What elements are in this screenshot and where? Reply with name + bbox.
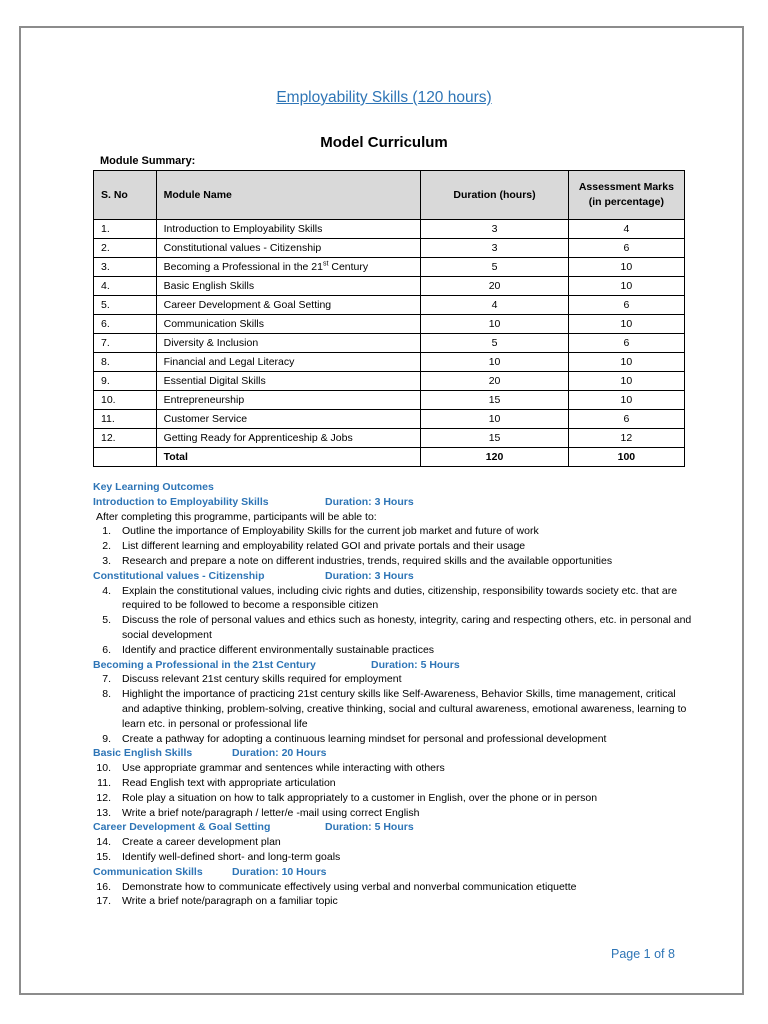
item-text: Create a career development plan — [122, 836, 281, 849]
document-subtitle: Model Curriculum — [320, 134, 448, 151]
item-text: Highlight the importance of practicing 21st century skills like Self-Awareness, Behavior Skills, time management, critical and adaptive thinking, problem-solving, creative thinking, social and cultural awareness, emotional awareness, learning to learn etc. in personal or professional life — [122, 688, 687, 730]
total-duration: 120 — [421, 448, 568, 467]
table-row — [94, 258, 685, 277]
item-number: 2. — [102, 540, 111, 553]
outcome-section-header — [93, 658, 693, 673]
table-row — [94, 239, 685, 258]
cell-module-name: Introduction to Employability Skills — [156, 220, 421, 239]
table-row — [94, 315, 685, 334]
item-text: Demonstrate how to communicate effectively using verbal and nonverbal communication etiquette — [122, 880, 577, 893]
section-duration: Duration: 5 Hours — [371, 658, 460, 671]
cell-module-name: Basic English Skills — [156, 277, 421, 296]
ordinal-superscript: st — [322, 260, 329, 268]
item-text: Read English text with appropriate articulation — [122, 776, 336, 789]
section-duration: Duration: 10 Hours — [232, 865, 327, 878]
item-number: 10. — [96, 762, 111, 775]
cell-module-name: Getting Ready for Apprenticeship & Jobs — [156, 429, 421, 448]
cell-marks: 6 — [568, 239, 684, 258]
header-duration: Duration (hours) — [421, 171, 568, 220]
item-number: 15. — [96, 850, 111, 863]
cell-duration: 3 — [421, 220, 568, 239]
cell-marks: 10 — [568, 315, 684, 334]
list-item — [93, 894, 693, 909]
cell-marks: 4 — [568, 220, 684, 239]
cell-sno: 10. — [94, 391, 157, 410]
outcome-section-header — [93, 865, 693, 880]
document-title: Employability Skills (120 hours) — [276, 89, 492, 106]
section-duration: Duration: 20 Hours — [232, 747, 327, 760]
module-name-part: Century — [328, 261, 369, 273]
cell-duration: 20 — [421, 277, 568, 296]
section-title: Introduction to Employability Skills — [93, 495, 269, 508]
item-number: 13. — [96, 806, 111, 819]
cell-duration: 5 — [421, 258, 568, 277]
item-number: 11. — [97, 776, 111, 789]
outcome-section-header — [93, 495, 693, 510]
list-item — [93, 732, 693, 747]
cell-sno: 2. — [94, 239, 157, 258]
item-number: 3. — [102, 554, 111, 567]
item-number: 7. — [102, 673, 111, 686]
table-row — [94, 410, 685, 429]
total-sno — [94, 448, 157, 467]
section-duration: Duration: 3 Hours — [325, 569, 414, 582]
module-name-part: Becoming a Professional in the 21 — [163, 261, 323, 273]
cell-duration: 15 — [421, 391, 568, 410]
item-number: 9. — [102, 732, 111, 745]
outcome-section-header — [93, 569, 693, 584]
page-number: Page 1 of 8 — [611, 947, 675, 961]
list-item — [93, 584, 693, 614]
section-title: Constitutional values - Citizenship — [93, 569, 265, 582]
outcome-list — [93, 761, 693, 820]
outcome-section-header — [93, 746, 693, 761]
item-number: 17. — [96, 895, 111, 908]
cell-marks: 6 — [568, 334, 684, 353]
cell-duration: 3 — [421, 239, 568, 258]
list-item — [93, 850, 693, 865]
item-number: 12. — [96, 791, 111, 804]
table-row — [94, 372, 685, 391]
list-item — [93, 835, 693, 850]
list-item — [93, 554, 693, 569]
section-title: Becoming a Professional in the 21st Century — [93, 658, 316, 671]
list-item — [93, 761, 693, 776]
cell-sno: 4. — [94, 277, 157, 296]
cell-duration: 4 — [421, 296, 568, 315]
item-number: 5. — [102, 614, 111, 627]
module-summary-label: Module Summary: — [100, 155, 196, 167]
cell-duration: 10 — [421, 315, 568, 334]
list-item — [93, 806, 693, 821]
list-item — [93, 672, 693, 687]
cell-duration: 10 — [421, 353, 568, 372]
cell-sno: 3. — [94, 258, 157, 277]
outcome-list — [93, 524, 693, 568]
table-row — [94, 220, 685, 239]
cell-duration: 10 — [421, 410, 568, 429]
table-row — [94, 296, 685, 315]
cell-marks: 6 — [568, 296, 684, 315]
cell-module-name — [156, 258, 421, 277]
outcome-section-header — [93, 820, 693, 835]
list-item — [93, 880, 693, 895]
cell-marks: 10 — [568, 372, 684, 391]
list-item — [93, 643, 693, 658]
item-number: 8. — [102, 688, 111, 701]
item-text: Discuss the role of personal values and ethics such as honesty, integrity, caring and respecting others, etc. in personal and social development — [122, 614, 692, 641]
cell-marks: 12 — [568, 429, 684, 448]
outcomes-intro: After completing this programme, participants will be able to: — [96, 510, 377, 523]
key-learning-outcomes — [93, 480, 693, 909]
header-module-name: Module Name — [156, 171, 421, 220]
cell-module-name: Essential Digital Skills — [156, 372, 421, 391]
cell-sno: 1. — [94, 220, 157, 239]
item-number: 16. — [96, 880, 111, 893]
item-text: List different learning and employability related GOI and private portals and their usage — [122, 540, 526, 553]
cell-module-name: Career Development & Goal Setting — [156, 296, 421, 315]
section-title: Basic English Skills — [93, 747, 193, 760]
table-body — [94, 220, 685, 467]
item-number: 4. — [102, 584, 111, 597]
item-number: 6. — [102, 643, 111, 656]
cell-duration: 15 — [421, 429, 568, 448]
section-duration: Duration: 5 Hours — [325, 821, 414, 834]
cell-module-name: Customer Service — [156, 410, 421, 429]
item-text: Identify well-defined short- and long-term goals — [122, 850, 341, 863]
table-row — [94, 391, 685, 410]
cell-module-name: Communication Skills — [156, 315, 421, 334]
item-text: Create a pathway for adopting a continuous learning mindset for personal and professional development — [122, 732, 607, 745]
header-assessment-marks: Assessment Marks (in percentage) — [568, 171, 684, 220]
item-text: Explain the constitutional values, including civic rights and duties, citizenship, responsibility towards society etc. that are required to be followed to become a responsible citizen — [122, 584, 678, 612]
cell-duration: 20 — [421, 372, 568, 391]
item-number: 14. — [96, 836, 111, 849]
cell-sno: 9. — [94, 372, 157, 391]
item-text: Role play a situation on how to talk appropriately to a customer in English, over the phone or in person — [122, 791, 598, 804]
cell-module-name: Constitutional values - Citizenship — [156, 239, 421, 258]
table-header-row — [94, 171, 685, 220]
cell-marks: 10 — [568, 258, 684, 277]
outcome-list — [93, 835, 693, 865]
cell-sno: 6. — [94, 315, 157, 334]
cell-module-name: Diversity & Inclusion — [156, 334, 421, 353]
outcome-list — [93, 672, 693, 746]
list-item — [93, 687, 693, 731]
list-item — [93, 613, 693, 643]
table-row — [94, 277, 685, 296]
list-item — [93, 539, 693, 554]
cell-sno: 8. — [94, 353, 157, 372]
cell-module-name: Financial and Legal Literacy — [156, 353, 421, 372]
cell-sno: 7. — [94, 334, 157, 353]
outcome-list — [93, 880, 693, 910]
header-sno: S. No — [94, 171, 157, 220]
item-text: Research and prepare a note on different industries, trends, required skills and the available opportunities — [122, 554, 613, 567]
cell-sno: 12. — [94, 429, 157, 448]
item-text: Write a brief note/paragraph on a familiar topic — [122, 895, 338, 908]
item-number: 1. — [102, 525, 111, 538]
list-item — [93, 776, 693, 791]
cell-module-name: Entrepreneurship — [156, 391, 421, 410]
list-item — [93, 791, 693, 806]
cell-marks: 10 — [568, 353, 684, 372]
cell-duration: 5 — [421, 334, 568, 353]
outcome-list — [93, 584, 693, 658]
module-summary-table — [93, 170, 685, 467]
section-title: Career Development & Goal Setting — [93, 821, 271, 834]
table-total-row — [94, 448, 685, 467]
total-label: Total — [156, 448, 421, 467]
table-row — [94, 353, 685, 372]
cell-sno: 11. — [94, 410, 157, 429]
item-text: Outline the importance of Employability Skills for the current job market and future of work — [122, 525, 539, 538]
cell-marks: 10 — [568, 391, 684, 410]
section-title: Communication Skills — [93, 865, 203, 878]
item-text: Write a brief note/paragraph / letter/e -mail using correct English — [122, 806, 420, 819]
cell-marks: 6 — [568, 410, 684, 429]
item-text: Discuss relevant 21st century skills required for employment — [122, 673, 402, 686]
item-text: Use appropriate grammar and sentences while interacting with others — [122, 762, 445, 775]
list-item — [93, 524, 693, 539]
cell-marks: 10 — [568, 277, 684, 296]
total-marks: 100 — [568, 448, 684, 467]
outcomes-heading: Key Learning Outcomes — [93, 481, 214, 493]
cell-sno: 5. — [94, 296, 157, 315]
table-row — [94, 429, 685, 448]
section-duration: Duration: 3 Hours — [325, 495, 414, 508]
table-row — [94, 334, 685, 353]
item-text: Identify and practice different environmentally sustainable practices — [122, 643, 435, 656]
